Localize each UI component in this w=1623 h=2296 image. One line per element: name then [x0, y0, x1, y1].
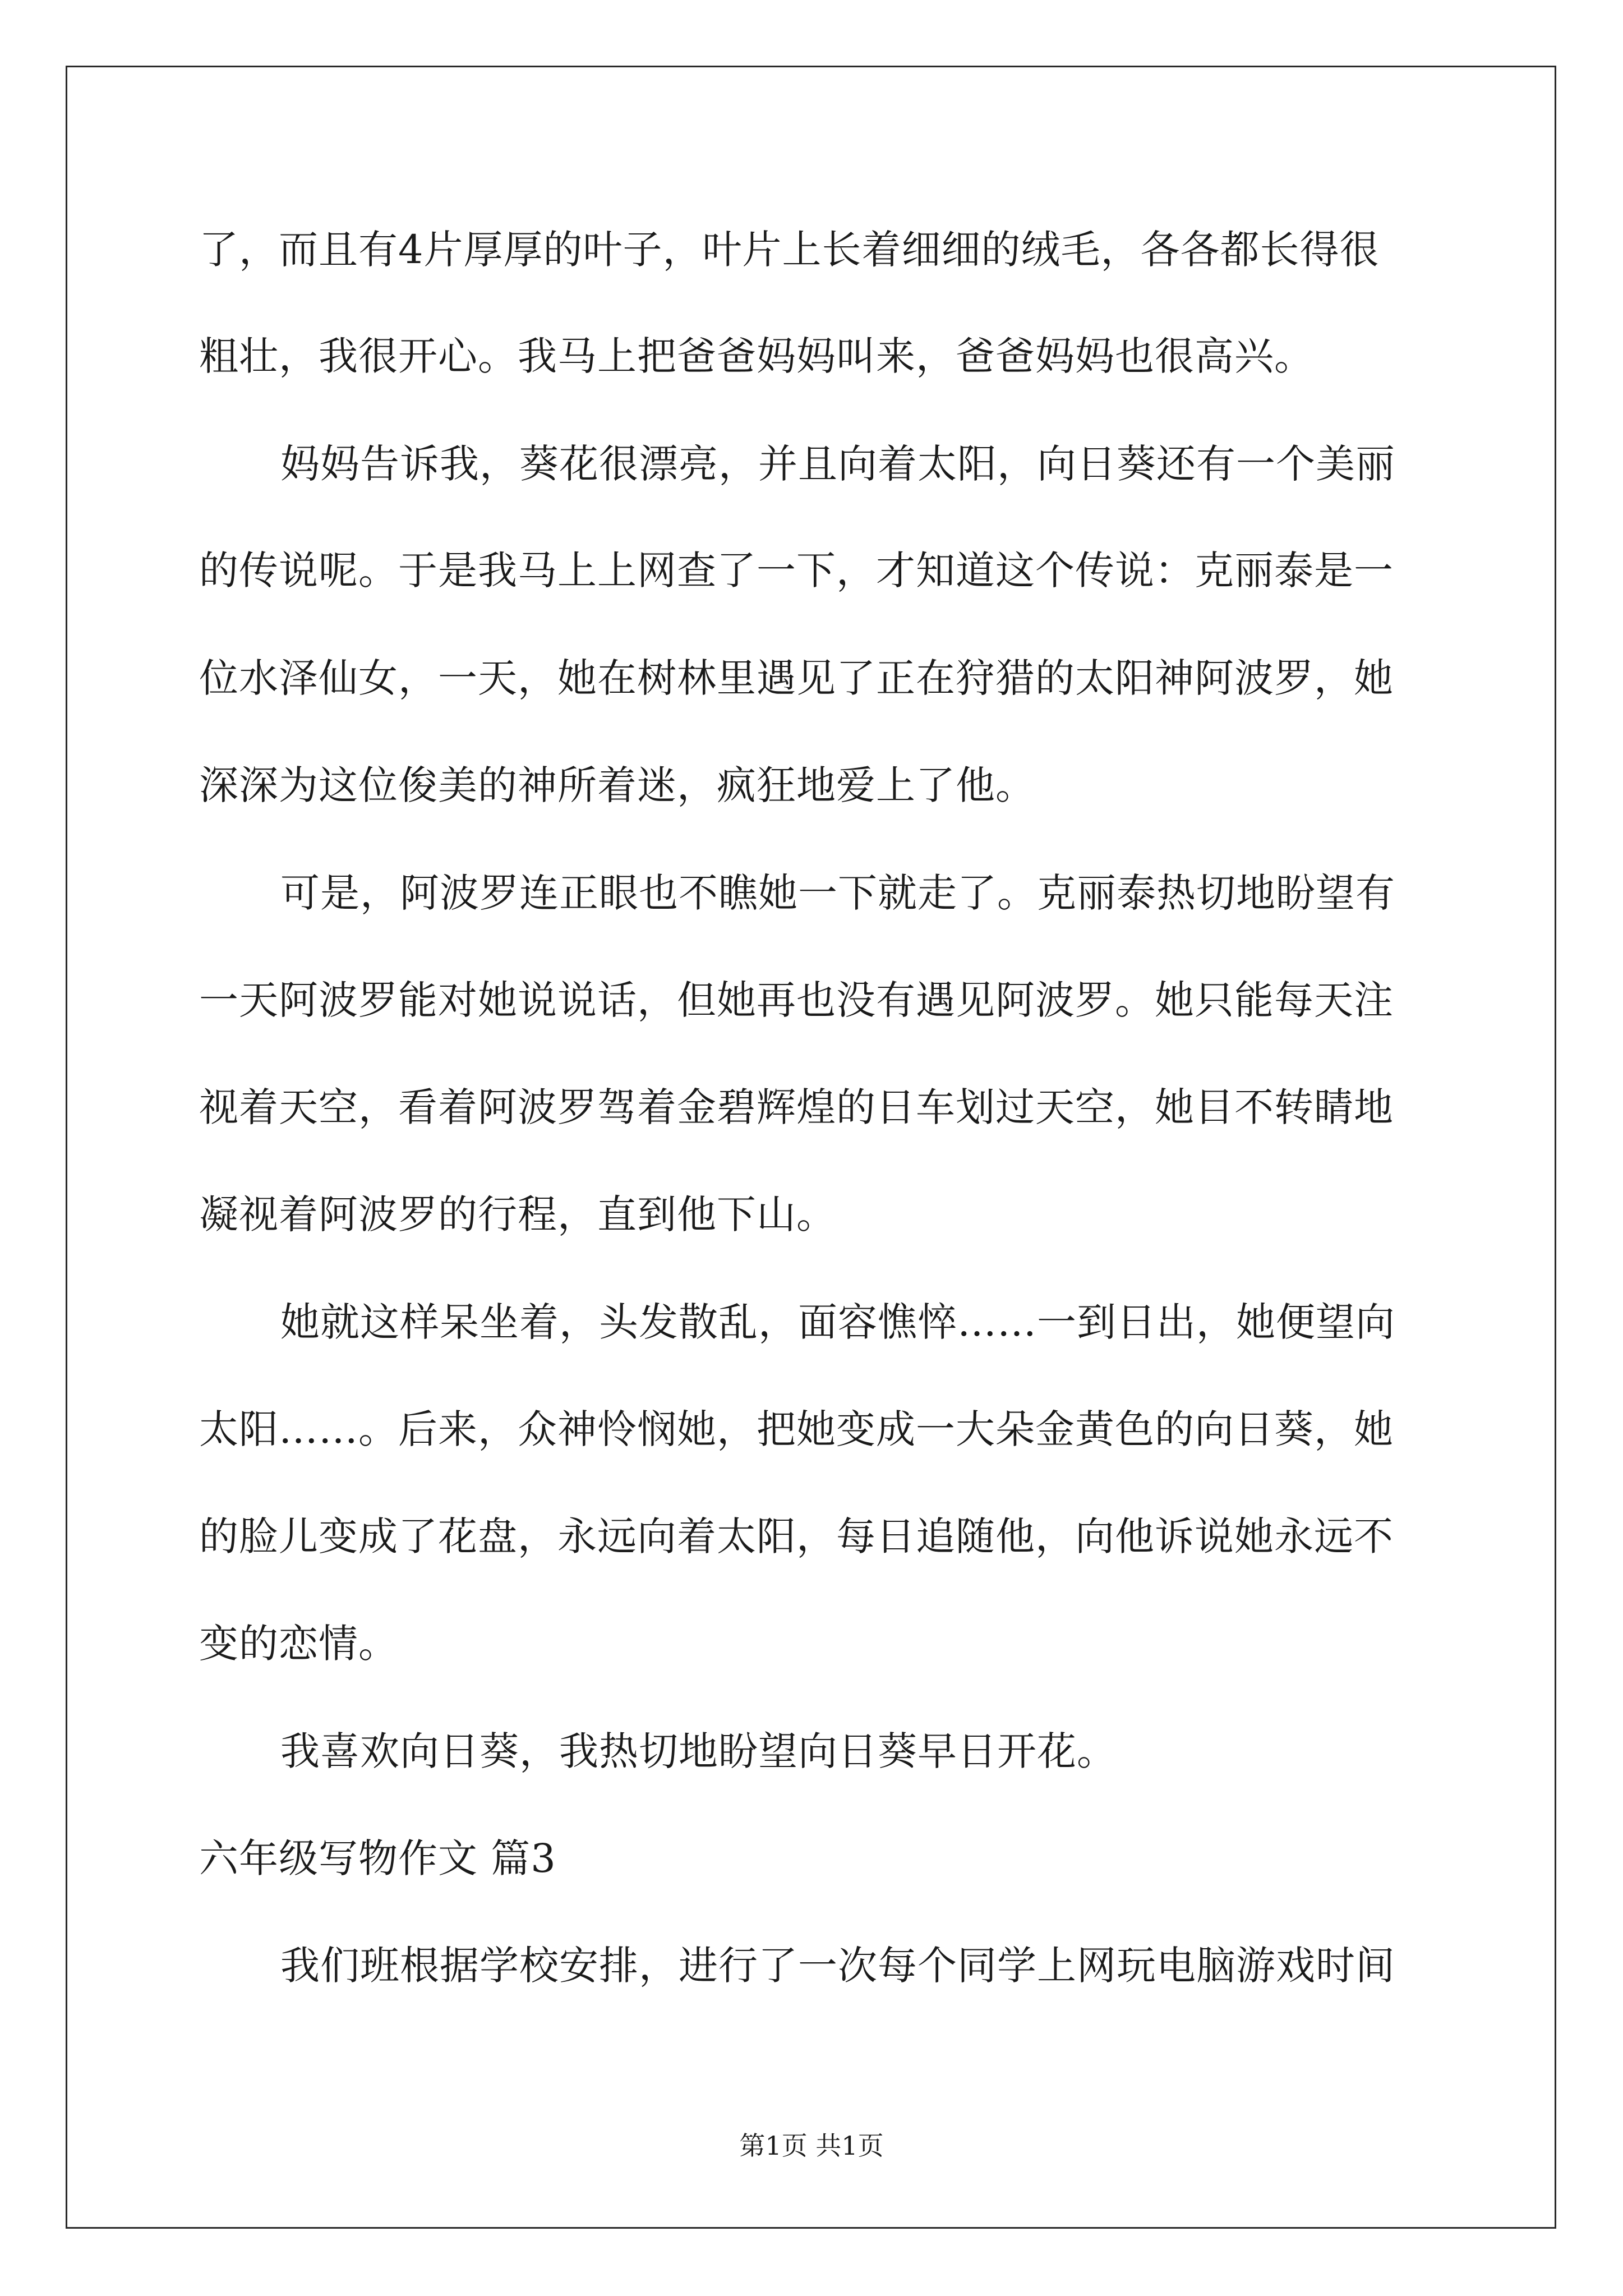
text-line: 了，而且有4片厚厚的叶子，叶片上长着细细的绒毛，各各都长得很 — [199, 227, 1380, 273]
paragraph-start-line: 可是，阿波罗连正眼也不瞧她一下就走了。克丽泰热切地盼望有 — [280, 870, 1395, 916]
page-border — [66, 66, 1556, 2229]
text-line: 一天阿波罗能对她说说话，但她再也没有遇见阿波罗。她只能每天注 — [199, 977, 1394, 1023]
text-line: 的传说呢。于是我马上上网查了一下，才知道这个传说：克丽泰是一 — [199, 547, 1394, 593]
text-line: 太阳……。后来，众神怜悯她，把她变成一大朵金黄色的向日葵，她 — [199, 1406, 1394, 1452]
paragraph-start-line: 我们班根据学校安排，进行了一次每个同学上网玩电脑游戏时间 — [280, 1943, 1395, 1989]
text-line: 变的恋情。 — [199, 1621, 398, 1667]
paragraph-start-line: 妈妈告诉我，葵花很漂亮，并且向着太阳，向日葵还有一个美丽 — [280, 441, 1395, 487]
paragraph-start-line: 我喜欢向日葵，我热切地盼望向日葵早日开花。 — [280, 1728, 1117, 1774]
page-number-footer: 第1页 共1页 — [739, 2131, 884, 2161]
text-line: 的脸儿变成了花盘，永远向着太阳，每日追随他，向他诉说她永远不 — [199, 1513, 1394, 1559]
section-heading: 六年级写物作文 篇3 — [199, 1835, 556, 1881]
paragraph-start-line: 她就这样呆坐着，头发散乱，面容憔悴……一到日出，她便望向 — [280, 1299, 1395, 1345]
text-line: 粗壮，我很开心。我马上把爸爸妈妈叫来，爸爸妈妈也很高兴。 — [199, 333, 1314, 379]
text-line: 视着天空，看着阿波罗驾着金碧辉煌的日车划过天空，她目不转睛地 — [199, 1084, 1394, 1130]
text-line: 位水泽仙女，一天，她在树林里遇见了正在狩猎的太阳神阿波罗，她 — [199, 655, 1394, 701]
text-line: 深深为这位俊美的神所着迷，疯狂地爱上了他。 — [199, 762, 1035, 808]
text-line: 凝视着阿波罗的行程，直到他下山。 — [199, 1191, 836, 1237]
